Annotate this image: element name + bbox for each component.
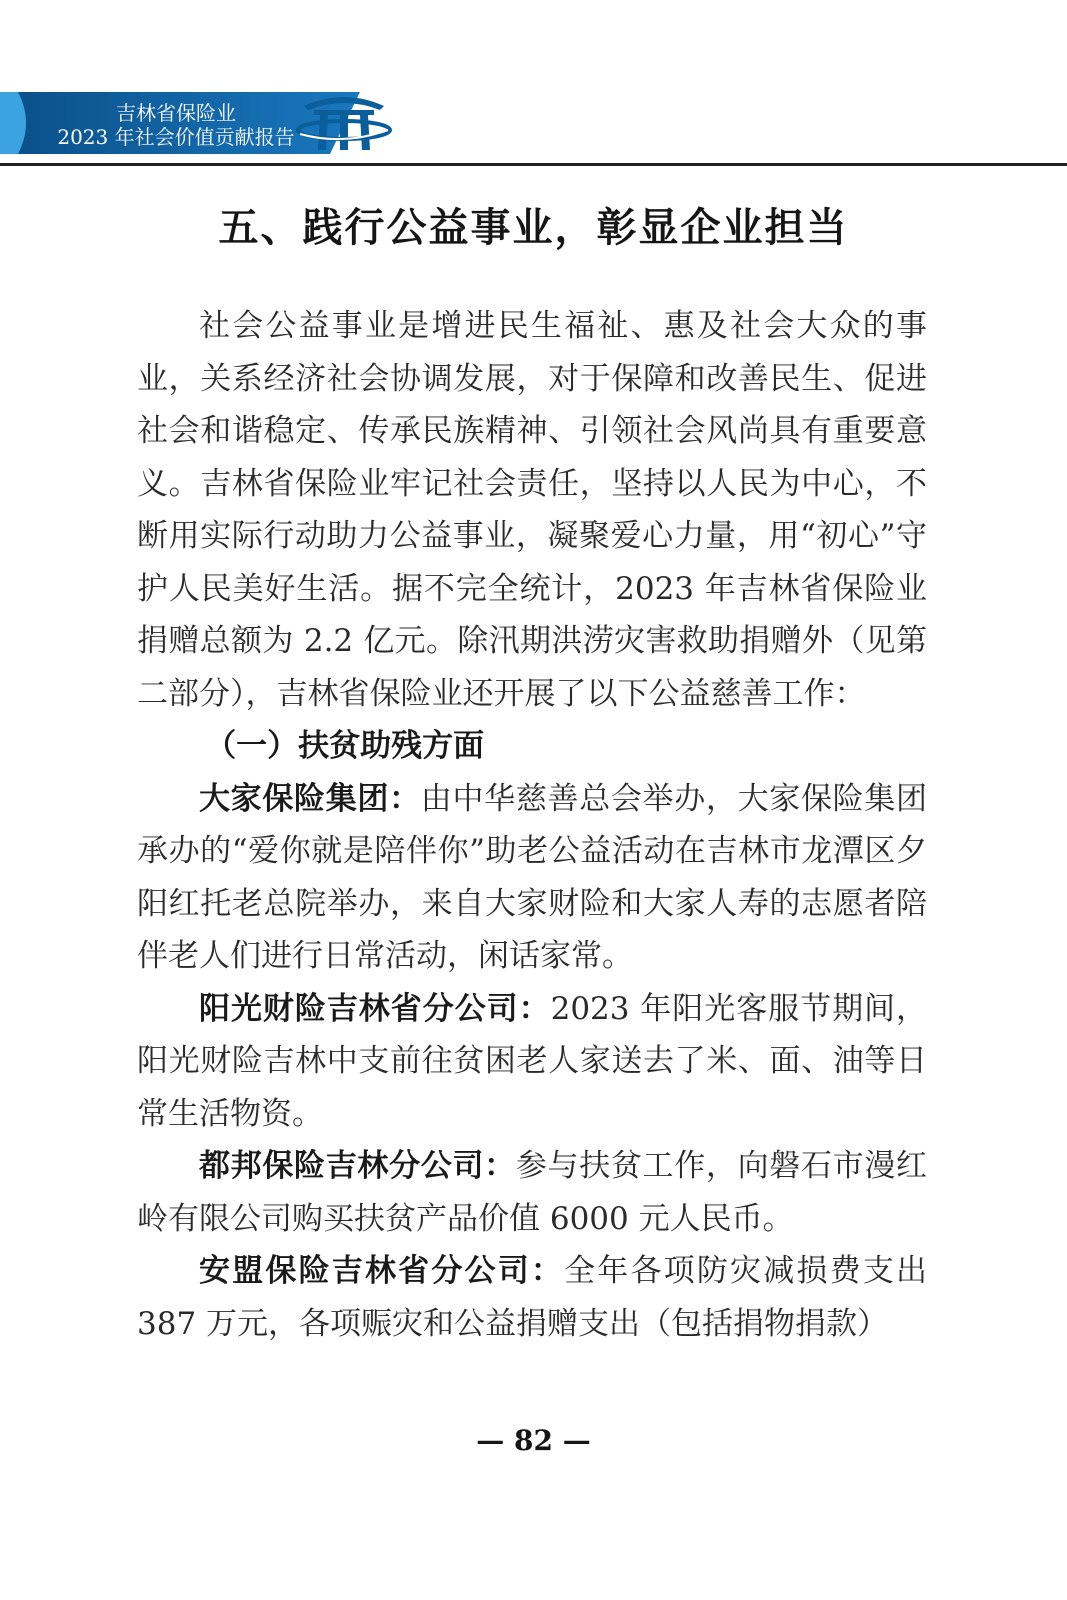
subsection-title: （一）扶贫助残方面 [205,728,485,764]
header-divider [0,163,1067,166]
pavilion-logo-icon [296,86,392,156]
entry-text: 全年各项防灾减损费支出 387 万元，各项赈灾和公益捐赠支出（包括捐物捐款） [137,1253,928,1342]
page-number: — 82 — [476,1424,591,1457]
section-title: 五、践行公益事业，彰显企业担当 [218,204,849,251]
entry-text: 由中华慈善总会举办，大家保险集团承办的“爱你就是陪伴你”助老公益活动在吉林市龙潭区夕阳红托老总院举办，来自大家财险和大家人寿的志愿者陪伴老人们进行日常活动，闲话家常。 [137,780,928,974]
org-name: 安盟保险吉林省分公司： [199,1253,565,1289]
entry-text: 2023 年阳光客服节期间，阳光财险吉林中支前往贫困老人家送去了米、面、油等日常生活物资。 [137,990,928,1132]
entry-paragraph [137,1140,927,1245]
entry-paragraph [137,1245,927,1350]
entry-paragraph [137,773,927,983]
entry-text: 参与扶贫工作，向磐石市漫红岭有限公司购买扶贫产品价值 6000 元人民币。 [137,1148,928,1237]
org-name: 大家保险集团： [199,780,421,817]
org-name: 阳光财险吉林省分公司： [199,990,551,1027]
header-line-1: 吉林省保险业 [116,101,236,125]
header-line-2: 2023 年社会价值贡献报告 [57,125,295,149]
entry-paragraph [137,983,927,1141]
body-content [137,300,927,1350]
intro-paragraph: 社会公益事业是增进民生福祉、惠及社会大众的事业，关系经济社会协调发展，对于保障和改善民生、促进社会和谐稳定、传承民族精神、引领社会风尚具有重要意义。吉林省保险业牢记社会责任，坚持以人民为中心，不断用实际行动助力公益事业，凝聚爱心力量，用“初心”守护人民美好生活。据不完全统计，2023 年吉林省保险业捐赠总额为 2.2 亿元。除汛期洪涝灾害救助捐赠外（见第二部分），吉林省保险业还开展了以下公益慈善工作： [137,308,927,712]
org-name: 都邦保险吉林分公司： [199,1148,516,1184]
report-header-title [46,101,306,149]
